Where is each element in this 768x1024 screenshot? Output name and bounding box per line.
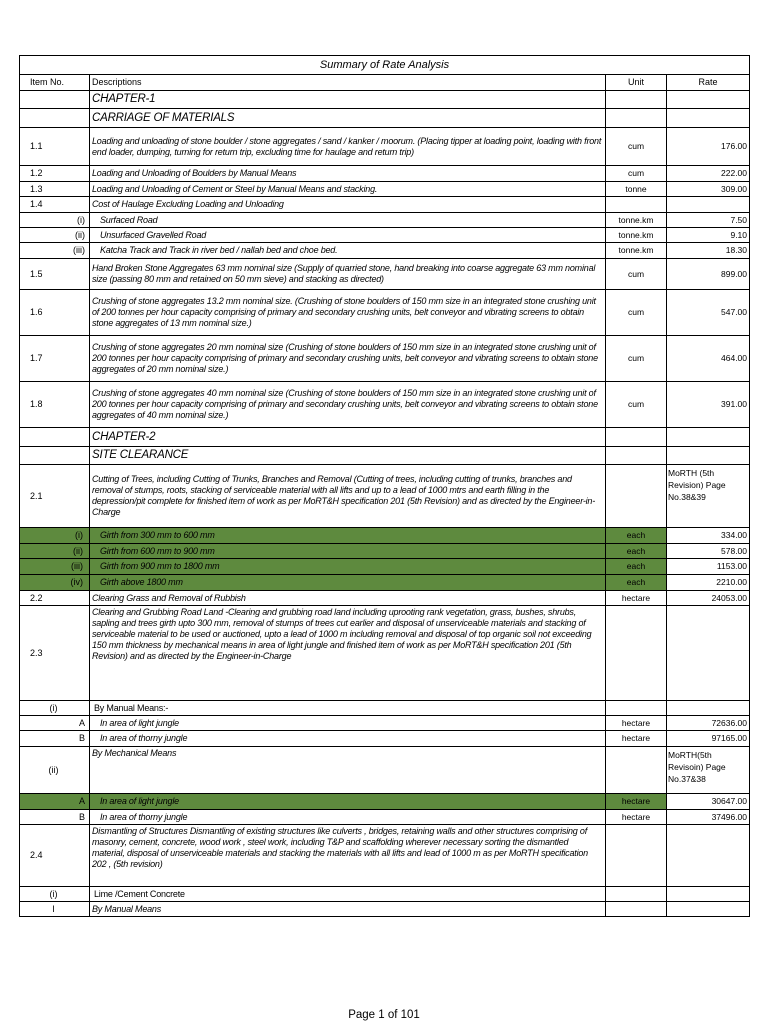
unit-cell: tonne.km bbox=[606, 228, 667, 243]
description-cell: Girth from 900 mm to 1800 mm bbox=[90, 559, 606, 575]
rate-cell: 30647.00 bbox=[667, 794, 750, 810]
table-row bbox=[20, 382, 750, 428]
rate-cell: 309.00 bbox=[667, 182, 750, 197]
item-no-cell: 1.7 bbox=[20, 336, 90, 382]
description-cell: CHAPTER-1 bbox=[90, 91, 606, 109]
item-no-cell: (i) bbox=[20, 528, 90, 544]
item-no-cell: 1.3 bbox=[20, 182, 90, 197]
table-row bbox=[20, 559, 750, 575]
unit-cell bbox=[606, 747, 667, 794]
description-cell: Girth above 1800 mm bbox=[90, 575, 606, 591]
unit-cell bbox=[606, 465, 667, 528]
rate-cell: 18.30 bbox=[667, 243, 750, 259]
rate-cell: 391.00 bbox=[667, 382, 750, 428]
description-cell: Clearing Grass and Removal of Rubbish bbox=[90, 591, 606, 606]
table-row bbox=[20, 825, 750, 887]
unit-cell: hectare bbox=[606, 716, 667, 731]
rate-analysis-table bbox=[19, 55, 750, 917]
unit-cell: hectare bbox=[606, 810, 667, 825]
item-no-cell: (iii) bbox=[20, 559, 90, 575]
rate-cell: 899.00 bbox=[667, 259, 750, 290]
rate-cell: 464.00 bbox=[667, 336, 750, 382]
table-row bbox=[20, 528, 750, 544]
header-row bbox=[20, 75, 750, 91]
title-row bbox=[20, 56, 750, 75]
unit-cell bbox=[606, 109, 667, 128]
rate-cell: 334.00 bbox=[667, 528, 750, 544]
sheet-title: Summary of Rate Analysis bbox=[20, 56, 750, 75]
rate-cell: 2210.00 bbox=[667, 575, 750, 591]
item-no-cell: (ii) bbox=[20, 228, 90, 243]
table-row bbox=[20, 591, 750, 606]
rate-cell bbox=[667, 109, 750, 128]
item-no-cell: A bbox=[20, 716, 90, 731]
item-no-cell bbox=[20, 109, 90, 128]
table-row bbox=[20, 606, 750, 701]
item-no-cell: 1.8 bbox=[20, 382, 90, 428]
unit-cell: cum bbox=[606, 259, 667, 290]
table-row bbox=[20, 447, 750, 465]
description-cell: Dismantling of Structures Dismantling of existing structures like culverts , bridges, retaining walls and other structures comprising of masonry, cement, concrete, wood work , steel work, including T&P and scaffolding wherever necessary sorting the dismantled material, disposal of unserviceable materials and stacking the materials with all lifts and lead of 1000 m as per MoRTH specification 202 , (5th revision) bbox=[90, 825, 606, 887]
description-cell: Hand Broken Stone Aggregates 63 mm nominal size (Supply of quarried stone, hand breaking into coarse aggregate 63 mm nominal size (passing 80 mm and retained on 50 mm sieve) and stacking as directed) bbox=[90, 259, 606, 290]
rate-cell: 176.00 bbox=[667, 128, 750, 166]
description-cell: Crushing of stone aggregates 13.2 mm nominal size. (Crushing of stone boulders of 150 mm size in an integrated stone crushing unit of 200 tonnes per hour capacity comprising of primary and secondary crushing units, belt conveyor and vibrating screens to obtain stone aggregates of 13 mm nominal size.) bbox=[90, 290, 606, 336]
item-no-cell: (ii) bbox=[20, 747, 90, 794]
header-rate: Rate bbox=[667, 75, 750, 91]
unit-cell: tonne.km bbox=[606, 213, 667, 228]
table-row bbox=[20, 290, 750, 336]
table-row bbox=[20, 91, 750, 109]
description-cell: Cost of Haulage Excluding Loading and Unloading bbox=[90, 197, 606, 213]
description-cell: Loading and Unloading of Boulders by Manual Means bbox=[90, 166, 606, 182]
table-row bbox=[20, 182, 750, 197]
description-cell: By Manual Means:- bbox=[90, 701, 606, 716]
table-row bbox=[20, 197, 750, 213]
table-row bbox=[20, 575, 750, 591]
description-cell: Clearing and Grubbing Road Land -Clearing and grubbing road land including uprooting rank vegetation, grass, bushes, shrubs, sapling and trees girth upto 300 mm, removal of stumps of trees cut earlier and disposal of unserviceable materials and stacking of serviceable material to be used or auctioned, upto a lead of 1000 m including removal and disposal of top organic soil not exceeding 150 mm thickness by mechanical means in area of light jungle and finished item of work as per MoRT&H specification 201 (5th Revision) and as directed by the Engineer-in-Charge bbox=[90, 606, 606, 701]
description-cell: Crushing of stone aggregates 20 mm nominal size (Crushing of stone boulders of 150 mm size in an integrated stone crushing unit of 200 tonnes per hour capacity comprising of primary and secondary crushing units, belt conveyor and vibrating screens to obtain stone aggregates of 20 mm nominal size.) bbox=[90, 336, 606, 382]
page-footer: Page 1 of 101 bbox=[348, 1009, 420, 1021]
rate-cell bbox=[667, 701, 750, 716]
item-no-cell: (i) bbox=[20, 887, 90, 902]
item-no-cell: 1.5 bbox=[20, 259, 90, 290]
table-row bbox=[20, 428, 750, 447]
table-row bbox=[20, 465, 750, 528]
unit-cell: each bbox=[606, 544, 667, 559]
description-cell: In area of thorny jungle bbox=[90, 731, 606, 747]
unit-cell: cum bbox=[606, 336, 667, 382]
unit-cell: each bbox=[606, 559, 667, 575]
table-row bbox=[20, 259, 750, 290]
description-cell: By Mechanical Means bbox=[90, 747, 606, 794]
rate-cell bbox=[667, 825, 750, 887]
header-unit: Unit bbox=[606, 75, 667, 91]
rate-cell bbox=[667, 91, 750, 109]
rate-cell: 37496.00 bbox=[667, 810, 750, 825]
unit-cell bbox=[606, 91, 667, 109]
item-no-cell: 2.4 bbox=[20, 825, 90, 887]
unit-cell bbox=[606, 197, 667, 213]
item-no-cell: 1.6 bbox=[20, 290, 90, 336]
header-descriptions: Descriptions bbox=[90, 75, 606, 91]
unit-cell: cum bbox=[606, 166, 667, 182]
item-no-cell: 2.3 bbox=[20, 606, 90, 701]
description-cell: Unsurfaced Gravelled Road bbox=[90, 228, 606, 243]
rate-cell bbox=[667, 447, 750, 465]
description-cell: By Manual Means bbox=[90, 902, 606, 917]
rate-cell: 9.10 bbox=[667, 228, 750, 243]
unit-cell: cum bbox=[606, 290, 667, 336]
rate-cell: 1153.00 bbox=[667, 559, 750, 575]
table-row bbox=[20, 128, 750, 166]
unit-cell: each bbox=[606, 575, 667, 591]
rate-cell: 97165.00 bbox=[667, 731, 750, 747]
unit-cell bbox=[606, 447, 667, 465]
item-no-cell: (ii) bbox=[20, 544, 90, 559]
unit-cell: hectare bbox=[606, 591, 667, 606]
table-row bbox=[20, 902, 750, 917]
item-no-cell bbox=[20, 91, 90, 109]
unit-cell bbox=[606, 428, 667, 447]
table-row bbox=[20, 166, 750, 182]
item-no-cell: B bbox=[20, 731, 90, 747]
table-row bbox=[20, 731, 750, 747]
table-row bbox=[20, 228, 750, 243]
table-row bbox=[20, 794, 750, 810]
unit-cell bbox=[606, 701, 667, 716]
table-row bbox=[20, 716, 750, 731]
item-no-cell bbox=[20, 428, 90, 447]
rate-cell: 222.00 bbox=[667, 166, 750, 182]
item-no-cell: B bbox=[20, 810, 90, 825]
description-cell: Lime /Cement Concrete bbox=[90, 887, 606, 902]
item-no-cell: (i) bbox=[20, 701, 90, 716]
rate-cell: 24053.00 bbox=[667, 591, 750, 606]
item-no-cell: A bbox=[20, 794, 90, 810]
table-row bbox=[20, 243, 750, 259]
rate-cell: 72636.00 bbox=[667, 716, 750, 731]
item-no-cell: 1.1 bbox=[20, 128, 90, 166]
description-cell: CARRIAGE OF MATERIALS bbox=[90, 109, 606, 128]
description-cell: Loading and unloading of stone boulder / stone aggregates / sand / kanker / moorum. (Placing tipper at loading point, loading with front end loader, dumping, turning for return trip, excluding time for haulage and return trip) bbox=[90, 128, 606, 166]
item-no-cell: (iv) bbox=[20, 575, 90, 591]
item-no-cell: 2.1 bbox=[20, 465, 90, 528]
rate-cell: MoRTH(5th Revisoin) Page No.37&38 bbox=[667, 747, 750, 794]
rate-cell: 547.00 bbox=[667, 290, 750, 336]
header-item-no: Item No. bbox=[20, 75, 90, 91]
unit-cell bbox=[606, 606, 667, 701]
description-cell: Katcha Track and Track in river bed / nallah bed and choe bed. bbox=[90, 243, 606, 259]
description-cell: Loading and Unloading of Cement or Steel by Manual Means and stacking. bbox=[90, 182, 606, 197]
rate-cell: 578.00 bbox=[667, 544, 750, 559]
rate-cell bbox=[667, 606, 750, 701]
item-no-cell: 1.2 bbox=[20, 166, 90, 182]
description-cell: Girth from 300 mm to 600 mm bbox=[90, 528, 606, 544]
table-row bbox=[20, 213, 750, 228]
item-no-cell: (iii) bbox=[20, 243, 90, 259]
description-cell: In area of thorny jungle bbox=[90, 810, 606, 825]
item-no-cell: (i) bbox=[20, 213, 90, 228]
table-row bbox=[20, 336, 750, 382]
rate-analysis-body bbox=[20, 56, 750, 917]
rate-cell bbox=[667, 428, 750, 447]
table-row bbox=[20, 810, 750, 825]
table-row bbox=[20, 747, 750, 794]
description-cell: In area of light jungle bbox=[90, 794, 606, 810]
description-cell: SITE CLEARANCE bbox=[90, 447, 606, 465]
table-row bbox=[20, 109, 750, 128]
rate-cell bbox=[667, 902, 750, 917]
unit-cell: cum bbox=[606, 128, 667, 166]
description-cell: Cutting of Trees, including Cutting of Trunks, Branches and Removal (Cutting of trees, including cutting of trunks, branches and removal of stumps, roots, stacking of serviceable material with all lifts and up to a lead of 1000 mtrs and earth filling in the depression/pit complete for finished item of work as per MoRT&H specification 201 (5th Revision) and as directed by the Engineer-in-Charge bbox=[90, 465, 606, 528]
unit-cell bbox=[606, 887, 667, 902]
unit-cell: tonne bbox=[606, 182, 667, 197]
item-no-cell bbox=[20, 447, 90, 465]
table-row bbox=[20, 544, 750, 559]
rate-cell: MoRTH (5th Revision) Page No.38&39 bbox=[667, 465, 750, 528]
item-no-cell: I bbox=[20, 902, 90, 917]
rate-cell bbox=[667, 197, 750, 213]
description-cell: CHAPTER-2 bbox=[90, 428, 606, 447]
item-no-cell: 1.4 bbox=[20, 197, 90, 213]
rate-cell: 7.50 bbox=[667, 213, 750, 228]
unit-cell: hectare bbox=[606, 794, 667, 810]
description-cell: Crushing of stone aggregates 40 mm nominal size (Crushing of stone boulders of 150 mm size in an integrated stone crushing unit of 200 tonnes per hour capacity comprising of primary and secondary crushing units, belt conveyor and vibrating screens to obtain stone aggregates of 40 mm nominal size.) bbox=[90, 382, 606, 428]
unit-cell: tonne.km bbox=[606, 243, 667, 259]
unit-cell: each bbox=[606, 528, 667, 544]
description-cell: Girth from 600 mm to 900 mm bbox=[90, 544, 606, 559]
unit-cell bbox=[606, 902, 667, 917]
unit-cell: cum bbox=[606, 382, 667, 428]
table-row bbox=[20, 701, 750, 716]
unit-cell: hectare bbox=[606, 731, 667, 747]
table-row bbox=[20, 887, 750, 902]
rate-cell bbox=[667, 887, 750, 902]
description-cell: Surfaced Road bbox=[90, 213, 606, 228]
unit-cell bbox=[606, 825, 667, 887]
description-cell: In area of light jungle bbox=[90, 716, 606, 731]
item-no-cell: 2.2 bbox=[20, 591, 90, 606]
